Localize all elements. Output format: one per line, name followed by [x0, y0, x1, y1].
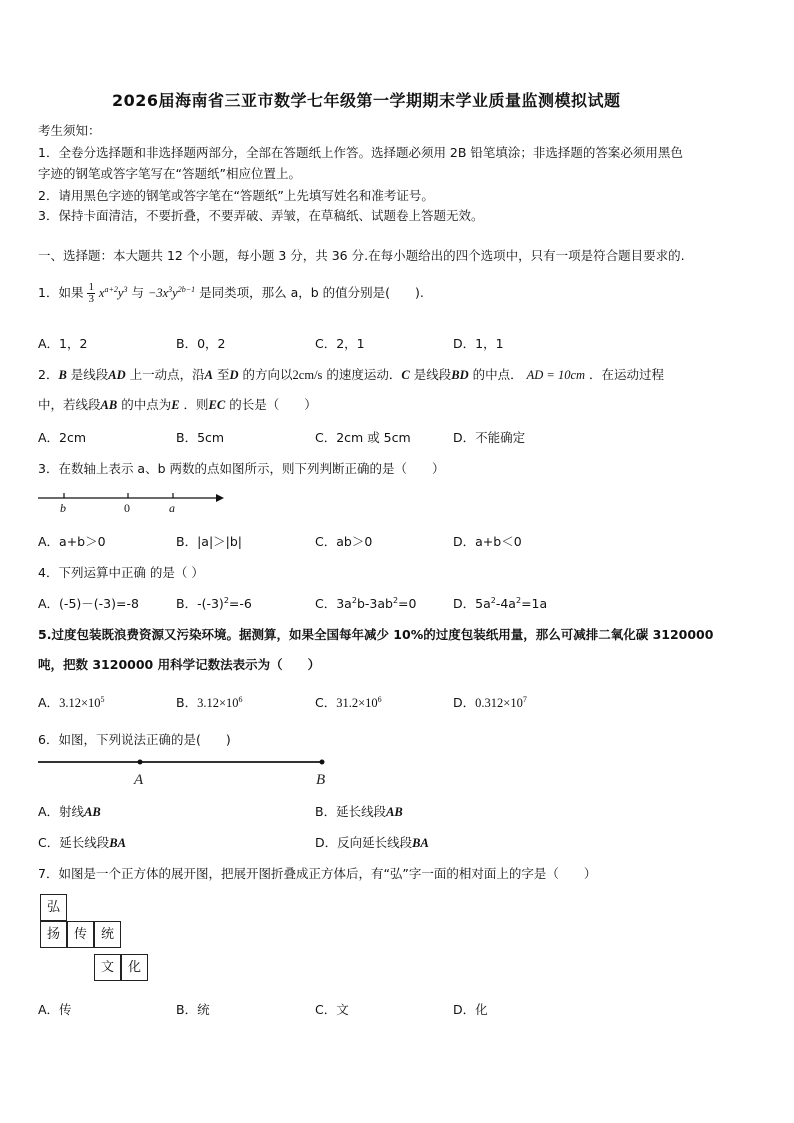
q5-c-value: 31.2×10	[336, 696, 378, 710]
question-1	[38, 282, 424, 305]
q1-fraction	[87, 282, 95, 305]
q6-option-d[interactable]	[315, 833, 429, 851]
q2-text-g: 是线段	[413, 367, 452, 382]
question-5-line-1: 5.过度包装既浪费资源又污染环境。据测算，如果全国每年减少 10%的过度包装纸用量，那么可减排二氧化碳 3120000	[38, 627, 714, 642]
q5-b-label: B．	[176, 695, 198, 710]
q4-b-part-2: =-6	[228, 596, 252, 611]
q2-num: 2．	[38, 367, 59, 382]
q2-option-a[interactable]: A．2cm	[38, 430, 87, 445]
q2-var-ab: AB	[100, 398, 118, 412]
question-5-line-2: 吨，把数 3120000 用科学记数法表示为（ ）	[38, 657, 321, 672]
q5-b-value: 3.12×10	[197, 696, 239, 710]
q2-var-ec: EC	[208, 398, 226, 412]
q6-c-var: BA	[109, 836, 126, 850]
q1-term-1: $x^{a+2}y^3$	[98, 284, 128, 300]
q2-var-c: C	[401, 368, 410, 382]
q3-option-c[interactable]: C．ab＞0	[315, 534, 373, 549]
q5-c-exp: 6	[377, 694, 382, 704]
q7-option-a[interactable]: A．传	[38, 1002, 72, 1017]
q1-frac-num: 1	[88, 281, 94, 293]
q4-option-b[interactable]	[176, 594, 252, 612]
q1-lead: 1．如果	[38, 285, 84, 300]
notes-heading: 考生须知：	[38, 123, 101, 138]
q6-d-var: BA	[412, 836, 429, 850]
ray-figure	[36, 754, 336, 790]
q5-d-exp: 7	[522, 694, 527, 704]
q2-option-c[interactable]: C．2cm 或 5cm	[315, 430, 411, 445]
note-3: 3．保持卡面清洁，不要折叠，不要弄破、弄皱，在草稿纸、试题卷上答题无效。	[38, 208, 484, 223]
q2-speed: 2cm/s	[292, 368, 323, 382]
q6-b-var: AB	[386, 805, 403, 819]
q4-c-sup-2: 2	[392, 595, 399, 605]
q3-option-d[interactable]: D．a+b＜0	[453, 534, 522, 549]
q2-text-e: 的方向以	[242, 367, 293, 382]
q4-c-part-3: =0	[398, 596, 417, 611]
q2-var-e: E	[171, 398, 180, 412]
q4-option-d[interactable]	[453, 594, 547, 612]
q4-d-part-3: =1a	[521, 596, 548, 611]
q1-option-b[interactable]: B．0，2	[176, 336, 226, 351]
q6-option-b[interactable]	[315, 802, 403, 820]
note-2: 2．请用黑色字迹的钢笔或答字笔在“答题纸”上先填写姓名和准考证号。	[38, 188, 434, 203]
net-cell-tong: 统	[94, 921, 121, 948]
q4-d-sup-1: 2	[490, 595, 496, 605]
q2-text-f: 的速度运动．	[326, 367, 402, 382]
q6-c-text: C．延长线段	[38, 835, 110, 850]
question-7: 7．如图是一个正方体的展开图，把展开图折叠成正方体后，有“弘”字一面的相对面上的字是（ ）	[38, 866, 597, 881]
net-cell-hua: 化	[121, 954, 148, 981]
q2-option-b[interactable]: B．5cm	[176, 430, 225, 445]
q3-option-b[interactable]: B．|a|＞|b|	[176, 534, 243, 549]
q1-term-2: $-3x^3y^{2b-1}$	[147, 284, 196, 300]
q2-text-2b: 的中点为	[121, 397, 172, 412]
q6-a-var: AB	[84, 805, 101, 819]
net-cell-hong: 弘	[40, 894, 67, 921]
net-cell-wen: 文	[94, 954, 121, 981]
q4-b-part-1: B．-(-3)	[176, 596, 224, 611]
q2-text-c: 上一动点，沿	[129, 367, 205, 382]
q5-d-value: 0.312×10	[475, 696, 523, 710]
q7-option-d[interactable]: D．化	[453, 1002, 488, 1017]
q2-var-d: D	[229, 368, 239, 382]
question-4: 4．下列运算中正确 的是（ ）	[38, 565, 204, 580]
question-6: 6．如图，下列说法正确的是( )	[38, 732, 231, 747]
q2-text-d: 至	[217, 367, 230, 382]
q1-mid: 与	[131, 285, 144, 300]
section-heading: 一、选择题：本大题共 12 个小题，每小题 3 分，共 36 分.在每小题给出的四个选项中，只有一项是符合题目要求的.	[38, 248, 685, 263]
note-1-line-2: 字迹的钢笔或答字笔写在“答题纸”相应位置上。	[38, 166, 301, 181]
q6-b-text: B．延长线段	[315, 804, 387, 819]
label-point-b: B	[316, 772, 326, 788]
q1-frac-den: 3	[88, 293, 94, 305]
q4-option-a[interactable]: A．(-5)－(-3)=-8	[38, 596, 139, 611]
q6-option-a[interactable]	[38, 802, 101, 820]
q1-option-c[interactable]: C．2，1	[315, 336, 365, 351]
q6-d-text: D．反向延长线段	[315, 835, 413, 850]
q6-a-text: A．射线	[38, 804, 85, 819]
net-cell-chuan: 传	[67, 921, 94, 948]
q5-option-c[interactable]	[315, 693, 382, 711]
q5-option-d[interactable]	[453, 693, 527, 711]
q2-var-a: A	[204, 368, 214, 382]
q4-d-part-2: -4a	[495, 596, 516, 611]
q1-option-d[interactable]: D．1，1	[453, 336, 504, 351]
number-line-arrow	[216, 494, 224, 502]
point-b	[320, 760, 325, 765]
q5-option-b[interactable]	[176, 693, 243, 711]
q2-text-i: ．在运动过程	[589, 367, 665, 382]
q7-option-c[interactable]: C．文	[315, 1002, 349, 1017]
q5-d-label: D．	[453, 695, 476, 710]
question-3: 3．在数轴上表示 a、b 两数的点如图所示，则下列判断正确的是（ ）	[38, 461, 445, 476]
q1-option-a[interactable]: A．1，2	[38, 336, 88, 351]
q2-var-b: B	[58, 368, 67, 382]
q2-text-b: 是线段	[70, 367, 109, 382]
q3-option-a[interactable]: A．a+b＞0	[38, 534, 106, 549]
q5-c-label: C．	[315, 695, 337, 710]
q5-a-value: 3.12×10	[59, 696, 101, 710]
net-cell-yang: 扬	[40, 921, 67, 948]
q1-tail: 是同类项，那么 a，b 的值分别是( ).	[199, 285, 424, 300]
q2-var-bd: BD	[451, 368, 469, 382]
q2-option-d[interactable]: D．不能确定	[453, 430, 526, 445]
q2-text-2a: 中，若线段	[38, 397, 101, 412]
q2-ad-equation: AD = 10cm	[526, 368, 586, 382]
point-a	[138, 760, 143, 765]
q7-option-b[interactable]: B．统	[176, 1002, 210, 1017]
question-2-line-1	[38, 365, 664, 383]
q2-text-2d: 的长是（ ）	[229, 397, 317, 412]
q4-c-part-1: C．3a	[315, 596, 352, 611]
note-1-line-1: 1．全卷分选择题和非选择题两部分，全部在答题纸上作答。选择题必须用 2B 铅笔填涂；非选择题的答案必须用黑色	[38, 145, 683, 160]
q5-a-exp: 5	[100, 694, 105, 704]
q4-c-part-2: b-3ab	[356, 596, 393, 611]
q5-option-a[interactable]	[38, 693, 105, 711]
q2-text-2c: ．则	[183, 397, 209, 412]
exam-title: 2026届海南省三亚市数学七年级第一学期期末学业质量监测模拟试题	[112, 91, 621, 110]
number-line-figure	[36, 488, 226, 516]
q2-var-ad: AD	[108, 368, 126, 382]
q5-a-label: A．	[38, 695, 60, 710]
label-b: b	[60, 501, 66, 515]
label-point-a: A	[134, 772, 144, 788]
q2-text-h: 的中点．	[472, 367, 523, 382]
q4-option-c[interactable]	[315, 594, 416, 612]
q4-d-sup-2: 2	[515, 595, 522, 605]
question-2-line-2	[38, 395, 317, 413]
q4-d-part-1: D．5a	[453, 596, 491, 611]
q5-b-exp: 6	[238, 694, 243, 704]
label-a: a	[169, 501, 175, 515]
q4-b-sup: 2	[223, 595, 229, 605]
q4-c-sup-1: 2	[351, 595, 357, 605]
q6-option-c[interactable]	[38, 833, 126, 851]
label-0: 0	[124, 501, 130, 515]
